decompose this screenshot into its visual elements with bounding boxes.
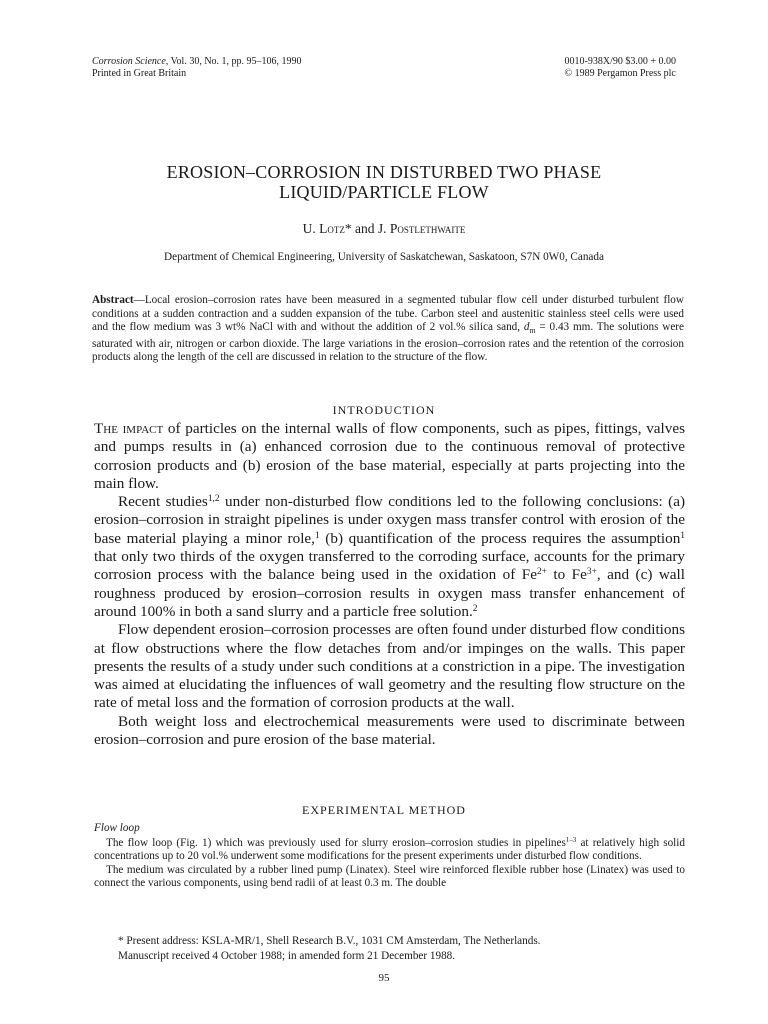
running-header-left — [92, 56, 302, 80]
abstract-label: Abstract — [92, 294, 134, 306]
exp-paragraph-1 — [94, 837, 685, 864]
intro-paragraph-3: Flow dependent erosion–corrosion processes are often found under disturbed flow conditions at flow obstructions where the flow detaches from and/or impinges on the walls. This paper presents the results of a study under such conditions at a constriction in a pipe. The investigation was aimed at elucidating the influences of wall geometry and the resulting flow structure on the rate of metal loss and the formation of corrosion products at the wall. — [94, 621, 685, 712]
experimental-heading: EXPERIMENTAL METHOD — [302, 803, 466, 817]
intro-p2-d: that only two thirds of the oxygen transferred to the corroding surface, accounts for the primary corrosion process with the balance being used in the oxidation of Fe — [94, 548, 685, 584]
citation-sup: 1,2 — [207, 494, 220, 505]
citation: , Vol. 30, No. 1, pp. 95–106, 1990 — [165, 56, 302, 67]
affiliation: Department of Chemical Engineering, University of Saskatchewan, Saskatoon, S7N 0W0, Canada — [164, 251, 604, 263]
citation-sup: 2 — [472, 603, 478, 614]
running-header-right — [565, 56, 676, 80]
intro-p2-e: to Fe — [546, 566, 587, 584]
intro-lead-words: The impact — [94, 420, 164, 437]
experimental-body — [94, 837, 685, 890]
exp-p1-a: The flow loop (Fig. 1) which was previously used for slurry erosion–corrosion studies in pipelines — [106, 837, 566, 849]
abstract — [92, 294, 684, 365]
charge-sup: 2+ — [536, 567, 547, 578]
page-number: 95 — [378, 972, 390, 984]
intro-p1-text: of particles on the internal walls of flow components, such as pipes, fittings, valves and pumps results in (a) enhanced corrosion due to the continuous removal of protective corrosion products and (b) erosion of the base material, especially at parts projecting into the main flow. — [94, 420, 685, 492]
copyright-line: © 1989 Pergamon Press plc — [564, 68, 676, 79]
paper-title — [90, 162, 678, 202]
author-conjunction: and — [351, 221, 378, 236]
journal-name: Corrosion Science — [92, 56, 166, 67]
author-2-initial: J. — [377, 221, 390, 236]
citation-sup: 1 — [314, 530, 320, 541]
intro-p2-c: (b) quantification of the process requires the assumption — [319, 529, 681, 547]
issn-code: 0010-938X/90 $3.00 + 0.00 — [564, 56, 676, 67]
charge-sup: 3+ — [586, 567, 597, 578]
introduction-body — [94, 420, 685, 749]
intro-p2-f: , and (c) wall roughness produced by erosion–corrosion results in oxygen mass transfer enhancement of around 100% in both a sand slurry and a particle free solution. — [94, 566, 685, 620]
footnote-received: Manuscript received 4 October 1988; in amended form 21 December 1988. — [118, 949, 456, 962]
intro-p2-b: under non-disturbed flow conditions led to the following conclusions: (a) erosion–corrosion in straight pipelines is under oxygen mass transfer control with erosion of the base material playing a minor role, — [94, 493, 686, 547]
intro-p2-a: Recent studies — [118, 493, 208, 511]
author-1-surname: Lotz — [319, 221, 345, 236]
intro-paragraph-1 — [94, 420, 685, 493]
intro-paragraph-2 — [94, 493, 685, 621]
author-2-surname: Postlethwaite — [389, 221, 466, 236]
abstract-text-a: —Local erosion–corrosion rates have been measured in a segmented tubular flow cell under disturbed turbulent flow conditions at a sudden contraction and a sudden expansion of the tube. Carbon steel and austenitic stainless steel cells were used and the flow medium was 3 wt% NaCl with and without the addition of 2 vol.% silica sand, — [92, 294, 684, 333]
introduction-heading: INTRODUCTION — [332, 403, 436, 417]
footnote-address: * Present address: KSLA-MR/1, Shell Research B.V., 1031 CM Amsterdam, The Netherlands. — [118, 935, 541, 947]
author-1-initial: U. — [302, 221, 320, 236]
printed-note: Printed in Great Britain — [92, 68, 187, 79]
abstract-d-symbol: d — [523, 321, 530, 333]
footnote-mark: * — [344, 221, 352, 236]
footnote — [118, 934, 688, 963]
citation-sup: 1–3 — [565, 836, 577, 845]
abstract-subscript: m — [529, 326, 536, 336]
abstract-text-b: = 0.43 mm. The solutions were saturated with air, nitrogen or carbon dioxide. The large variations in the erosion–corrosion rates and the retention of the corrosion products along the length of the cell are discussed in relation to the structure of the flow. — [92, 321, 684, 364]
flow-loop-subheading: Flow loop — [94, 822, 140, 834]
intro-paragraph-4: Both weight loss and electrochemical measurements were used to discriminate between erosion–corrosion and pure erosion of the base material. — [94, 712, 685, 749]
citation-sup: 1 — [680, 530, 685, 541]
title-line-2: LIQUID/PARTICLE FLOW — [279, 182, 489, 202]
exp-p1-b: at relatively high solid concentrations up to 20 vol.% underwent some modifications for the present experiments under disturbed flow conditions. — [94, 837, 685, 863]
title-line-1: EROSION–CORROSION IN DISTURBED TWO PHASE — [166, 162, 602, 182]
author-list — [90, 221, 678, 237]
exp-paragraph-2: The medium was circulated by a rubber lined pump (Linatex). Steel wire reinforced flexible rubber hose (Linatex) was used to connect the various components, using bend radii of at least 0.3 m. The double — [94, 863, 685, 889]
